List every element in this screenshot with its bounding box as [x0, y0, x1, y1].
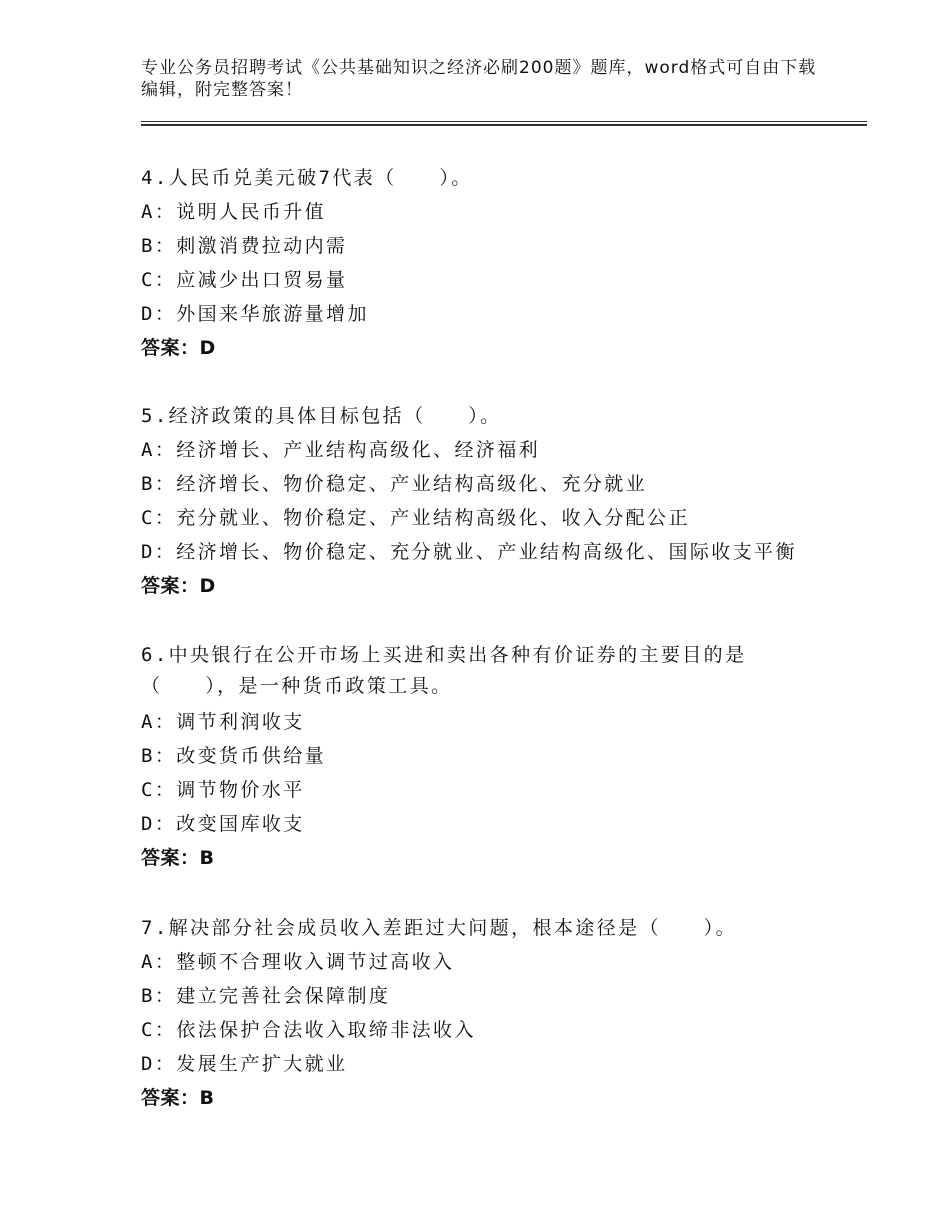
- option-c: C：应减少出口贸易量: [141, 269, 348, 291]
- header-divider-thick: [141, 124, 867, 126]
- header-divider-thin: [141, 121, 867, 122]
- question-7: [141, 911, 841, 1115]
- option-a: A：整顿不合理收入调节过高收入: [141, 951, 455, 973]
- question-4: [141, 161, 841, 365]
- option-c: C：依法保护合法收入取缔非法收入: [141, 1019, 476, 1041]
- document-header: 专业公务员招聘考试《公共基础知识之经济必刷200题》题库，word格式可自由下载编辑，附完整答案！: [141, 58, 817, 100]
- option-c: C：调节物价水平: [141, 779, 305, 801]
- option-a: A：说明人民币升值: [141, 201, 327, 223]
- answer-label: 答案：D: [141, 337, 216, 359]
- question-stem: 6.中央银行在公开市场上买进和卖出各种有价证券的主要目的是（ ），是一种货币政策工具。: [141, 644, 747, 697]
- option-b: B：建立完善社会保障制度: [141, 985, 391, 1007]
- question-stem: 5.经济政策的具体目标包括（ ）。: [141, 405, 502, 427]
- question-6: [141, 640, 841, 875]
- option-d: D：经济增长、物价稳定、充分就业、产业结构高级化、国际收支平衡: [141, 541, 797, 563]
- option-a: A：经济增长、产业结构高级化、经济福利: [141, 439, 541, 461]
- question-stem: 4.人民币兑美元破7代表（ ）。: [141, 167, 473, 189]
- question-stem: 7.解决部分社会成员收入差距过大问题，根本途径是（ ）。: [141, 917, 737, 939]
- question-5: [141, 399, 841, 603]
- option-b: B：经济增长、物价稳定、产业结构高级化、充分就业: [141, 473, 648, 495]
- option-a: A：调节利润收支: [141, 711, 305, 733]
- option-b: B：刺激消费拉动内需: [141, 235, 348, 257]
- answer-label: 答案：B: [141, 1087, 215, 1109]
- option-d: D：改变国库收支: [141, 813, 305, 835]
- option-b: B：改变货币供给量: [141, 745, 327, 767]
- answer-label: 答案：B: [141, 847, 215, 869]
- option-c: C：充分就业、物价稳定、产业结构高级化、收入分配公正: [141, 507, 690, 529]
- option-d: D：外国来华旅游量增加: [141, 303, 369, 325]
- option-d: D：发展生产扩大就业: [141, 1053, 348, 1075]
- answer-label: 答案：D: [141, 575, 216, 597]
